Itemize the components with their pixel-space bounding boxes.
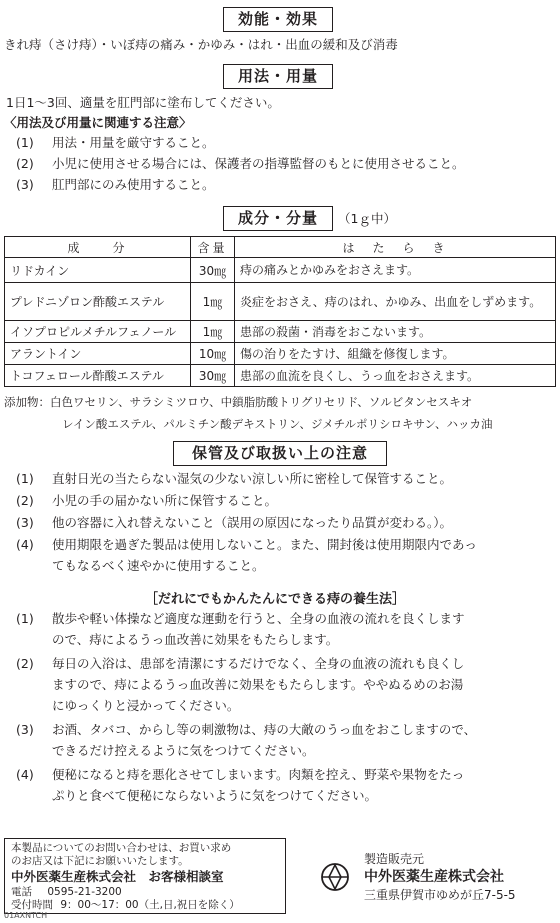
usage-item-2-num: (2) (16, 156, 34, 171)
manufacturer-company: 中外医薬生産株式会社 (364, 869, 504, 885)
storage-item-4-num: (4) (16, 537, 34, 552)
care-item-2-line-3: にゆっくりと浸かってください。 (52, 698, 240, 713)
hours-label: 受付時間 (11, 899, 53, 911)
ingredient-name: プレドニゾロン酢酸エステル (5, 283, 191, 321)
usage-heading: 用法・用量 (223, 64, 333, 89)
effect-text: きれ痔（さけ痔）・いぼ痔の痛み・かゆみ・はれ・出血の緩和及び消毒 (4, 37, 398, 52)
contact-intro-line-2: のお店又は下記にお願いいたします。 (11, 855, 189, 867)
column-amount: 含量 (191, 237, 235, 258)
table-row (5, 343, 556, 365)
usage-item-2-text: 小児に使用させる場合には、保護者の指導監督のもとに使用させること。 (52, 156, 465, 171)
storage-heading: 保管及び取扱い上の注意 (173, 441, 387, 466)
contact-intro-line-1: 本製品についてのお問い合わせは、お買い求め (11, 842, 232, 854)
storage-item-3-num: (3) (16, 515, 34, 530)
hours-value: 9：00～17：00（土,日,祝日を除く） (60, 899, 240, 911)
additives-line-1: 添加物：白色ワセリン、サラシミツロウ、中鎖脂肪酸トリグリセリド、ソルビタンセスキオ (4, 395, 473, 409)
care-item-4-num: (4) (16, 767, 34, 782)
usage-text: 1日1～3回、適量を肛門部に塗布してください。 (6, 95, 280, 110)
care-item-2-num: (2) (16, 656, 34, 671)
column-ingredient: 成 分 (5, 237, 191, 258)
ingredients-header-row (5, 237, 556, 258)
care-item-3-num: (3) (16, 722, 34, 737)
column-function: は た ら き (235, 237, 556, 258)
ingredient-name: イソプロピルメチルフェノール (5, 321, 191, 343)
care-item-4-line-2: ぷりと食べて便秘にならないように気をつけてください。 (52, 788, 378, 803)
care-item-2-line-2: ますので、痔によるうっ血改善に効果をもたらします。ややぬるめのお湯 (52, 677, 464, 692)
ingredient-function: 炎症をおさえ、痔のはれ、かゆみ、出血をしずめます。 (235, 283, 556, 321)
care-title: ［だれにでもかんたんにできる痔の養生法］ (145, 592, 406, 607)
contact-company: 中外医薬生産株式会社 お客様相談室 (11, 869, 224, 884)
care-item-2-line-1: 毎日の入浴は、患部を清潔にするだけでなく、全身の血液の流れも良くし (52, 656, 465, 671)
table-row (5, 258, 556, 283)
company-logo-icon (320, 862, 350, 892)
contact-box (4, 838, 286, 914)
ingredient-amount: 1㎎ (191, 283, 235, 321)
storage-item-2-text: 小児の手の届かない所に保管すること。 (52, 493, 278, 508)
manufacturer-role: 製造販売元 (364, 852, 425, 866)
table-row (5, 365, 556, 387)
care-item-3-line-1: お酒、タバコ、からし等の刺激物は、痔の大敵のうっ血をおこしますので、 (52, 722, 477, 737)
table-row (5, 321, 556, 343)
ingredient-amount: 30㎎ (191, 365, 235, 387)
ingredients-per: （1ｇ中） (338, 211, 396, 226)
storage-item-2-num: (2) (16, 493, 34, 508)
ingredients-heading: 成分・分量 (223, 206, 333, 231)
care-item-1-line-1: 散歩や軽い体操など適度な運動を行うと、全身の血液の流れを良くします (52, 611, 465, 626)
ingredient-amount: 30㎎ (191, 258, 235, 283)
ingredient-name: リドカイン (5, 258, 191, 283)
contact-phone-row (11, 886, 279, 899)
care-item-1-num: (1) (16, 611, 34, 626)
ingredient-name: トコフェロール酢酸エステル (5, 365, 191, 387)
table-row (5, 283, 556, 321)
ingredient-function: 傷の治りをたすけ、組織を修復します。 (235, 343, 556, 365)
additives-line-2: レイン酸エステル、パルミチン酸デキストリン、ジメチルポリシロキサン、ハッカ油 (62, 417, 493, 431)
usage-item-3-text: 肛門部にのみ使用すること。 (52, 177, 215, 192)
ingredients-table (4, 236, 556, 387)
phone-number: 0595-21-3200 (47, 886, 122, 898)
care-item-1-line-2: ので、痔によるうっ血改善に効果をもたらします。 (52, 632, 339, 647)
ingredient-name: アラントイン (5, 343, 191, 365)
ingredient-amount: 10㎎ (191, 343, 235, 365)
contact-hours-row (11, 899, 279, 912)
manufacturer-address: 三重県伊賀市ゆめが丘7-5-5 (364, 888, 516, 902)
ingredient-function: 患部の殺菌・消毒をおこないます。 (235, 321, 556, 343)
storage-item-3-text: 他の容器に入れ替えないこと（誤用の原因になったり品質が変わる。）。 (52, 515, 453, 530)
care-item-3-line-2: できるだけ控えるように気をつけてください。 (52, 743, 315, 758)
effect-heading: 効能・効果 (223, 7, 333, 32)
usage-item-1-num: (1) (16, 135, 34, 150)
storage-item-4-line-1: 使用期限を過ぎた製品は使用しないこと。また、開封後は使用期限内であっ (52, 537, 477, 552)
ingredient-amount: 1㎎ (191, 321, 235, 343)
ingredient-function: 痔の痛みとかゆみをおさえます。 (235, 258, 556, 283)
usage-note-title: 〈用法及び用量に関連する注意〉 (4, 115, 192, 130)
ingredient-function: 患部の血流を良くし、うっ血をおさえます。 (235, 365, 556, 387)
care-item-4-line-1: 便秘になると痔を悪化させてしまいます。肉類を控え、野菜や果物をたっ (52, 767, 465, 782)
storage-item-4-line-2: てもなるべく速やかに使用すること。 (52, 558, 265, 573)
product-code: 01AXNTCH (4, 911, 48, 920)
storage-item-1-text: 直射日光の当たらない湿気の少ない涼しい所に密栓して保管すること。 (52, 471, 453, 486)
usage-item-3-num: (3) (16, 177, 34, 192)
storage-item-1-num: (1) (16, 471, 34, 486)
usage-item-1-text: 用法・用量を厳守すること。 (52, 135, 215, 150)
phone-label: 電話 (11, 886, 32, 898)
manufacturer-block (320, 850, 555, 910)
